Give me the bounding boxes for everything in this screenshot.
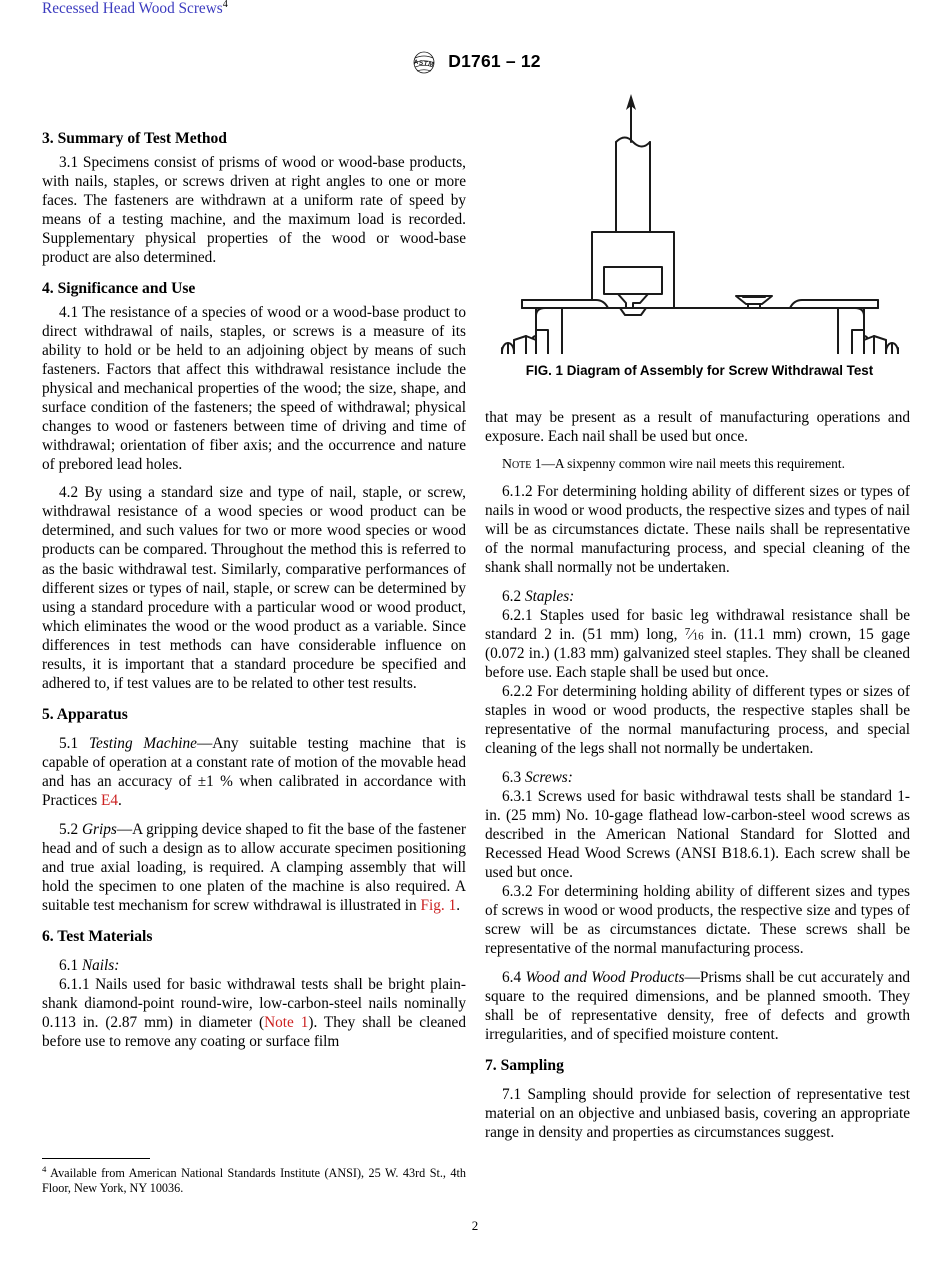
paragraph-5-2-number: 5.2: [59, 820, 79, 838]
paragraph-5-2: [42, 820, 466, 915]
heading-section-3: 3. Summary of Test Method: [42, 130, 227, 147]
paragraph-6-2-runin-title: Staples:: [524, 587, 575, 605]
heading-section-5: 5. Apparatus: [42, 705, 128, 723]
fraction-numerator: 7: [684, 626, 691, 639]
paragraph-6-1: [42, 956, 466, 975]
paragraph-6-3-runin-title: Screws:: [524, 768, 573, 786]
paragraph-5-1-text-b: .: [118, 792, 122, 810]
figure-1-link-text: Fig. 1: [420, 896, 457, 914]
paragraph-6-1-number: 6.1: [59, 956, 79, 974]
paragraph-6-4-runin-title: Wood and Wood Products: [525, 968, 685, 986]
heading-section-4: 4. Significance and Use: [42, 279, 196, 297]
paragraph-5-2-text-a: —A gripping device shaped to fit the base of the fastener head and of such a design as to allow accurate specimen positioning and true axial loading, is required. A clamping assembly that will hold the specimen to one platen of the machine is also required. A suitable test mechanism for screw withdrawal is illustrated in: [42, 820, 466, 914]
paragraph-6-1-1-text-a: 6.1.1 Nails used for basic withdrawal tests shall be bright plain-shank diamond-point round-wire, low-carbon-steel nails nominally 0.113 in. (2.87 mm) in diameter (: [42, 975, 466, 1031]
astm-logo-icon: [409, 51, 439, 74]
paragraph-6-1-1-continued: that may be present as a result of manufacturing operations and exposure. Each nail shall be used but once.: [485, 409, 910, 446]
page-number: 2: [471, 1218, 479, 1233]
paragraph-6-3-number: 6.3: [502, 768, 522, 786]
recessed-head-wood-screws-link-text: Recessed Head Wood Screws: [42, 0, 223, 17]
paragraph-6-3: [485, 768, 910, 787]
paragraph-6-2-1-text-a: 6.2.1 Staples used for basic leg withdrawal resistance shall be standard 2 in. (51 mm) long,: [485, 606, 910, 643]
paragraph-6-3-1: 6.3.1 Screws used for basic withdrawal tests shall be standard 1-in. (25 mm) No. 10-gage flathead low-carbon-steel wood screws as described in the American National Standard for Slotted and Recessed Head Wood Screws (ANSI B18.6.1). Each screw shall be used but once.: [485, 787, 910, 882]
footnote-zone: [42, 1158, 466, 1197]
left-column: [42, 130, 466, 1051]
running-head: [0, 50, 950, 78]
standard-designation: D1761 – 12: [448, 51, 541, 71]
paragraph-6-4: [485, 968, 910, 1044]
svg-text:M: M: [427, 60, 435, 69]
paragraph-5-1-number: 5.1: [59, 734, 79, 752]
figure-1-caption: FIG. 1 Diagram of Assembly for Screw Withdrawal Test: [525, 363, 874, 378]
paragraph-6-2-1-text-b: in. (11.1 mm) crown, 15 gage (0.072 in.) (1.83 mm) galvanized steel staples. They shall be cleaned before use. Each staple shall be used but once.: [485, 625, 910, 682]
paragraph-6-4-number: 6.4: [502, 968, 522, 986]
paragraph-6-3-2: 6.3.2 For determining holding ability of different sizes and types of screws in wood or wood products, the respective size and types of screw will be as circumstances dictate. These screws shall be representative of the normal manufacturing process.: [485, 883, 910, 958]
note-1-link[interactable]: [264, 1014, 308, 1031]
note-1-text: —A sixpenny common wire nail meets this requirement.: [541, 456, 845, 472]
paragraph-5-2-runin-title: Grips: [81, 820, 117, 838]
svg-text:S: S: [418, 59, 424, 67]
paragraph-7-1: 7.1 Sampling should provide for selection of representative test material on an objective and unbiased basis, covering an appropriate range in density and properties as circumstances suggest.: [485, 1086, 910, 1142]
paragraph-6-1-runin-title: Nails:: [81, 956, 120, 974]
paragraph-3-1: 3.1 Specimens consist of prisms of wood or wood-base products, with nails, staples, or screws driven at right angles to one or more faces. The fasteners are withdrawn at a uniform rate of speed by means of a testing machine, and the maximum load is recorded. Supplementary physical properties of the wood or wood-base product are also determined.: [42, 153, 466, 266]
footnote-4-marker: 4: [42, 1163, 47, 1174]
paragraph-6-2-2: 6.2.2 For determining holding ability of different types or sizes of staples in wood or wood products, the respective staples shall be representative of the normal manufacturing process, and special cleaning of the legs shall not normally be undertaken.: [485, 683, 910, 758]
note-1: [502, 455, 910, 473]
note-1-number: 1: [531, 456, 542, 472]
figure-1-link[interactable]: [421, 897, 457, 914]
practice-e4-link[interactable]: [101, 792, 118, 809]
paragraph-5-1: [42, 734, 466, 810]
paragraph-6-4-text: —Prisms shall be cut accurately and square to the required dimensions, and be planned smooth. They shall be of representative density, free of defects and growth irregularities, and of specified moisture content.: [485, 968, 911, 1043]
paragraph-4-1: 4.1 The resistance of a species of wood or a wood-base product to direct withdrawal of nails, staples, or screws is a measure of its ability to hold or be held to an adjoining object by means of such fasteners. Factors that affect this withdrawal resistance include the physical and mechanical properties of the wood; the size, shape, and surface condition of the fasteners; the speed of withdrawal; physical changes to wood or fasteners between time of driving and time of withdrawal; orientation of fiber axis; and the occurrence and nature of prebored lead holes.: [42, 303, 466, 473]
screw-withdrawal-assembly-diagram: [500, 92, 900, 354]
note-1-label: Note: [502, 456, 532, 472]
right-column: [485, 408, 910, 1142]
recessed-head-wood-screws-link[interactable]: [42, 0, 223, 17]
note-1-link-text: Note 1: [264, 1014, 309, 1031]
paragraph-5-1-runin-title: Testing Machine: [88, 734, 197, 752]
svg-text:A: A: [413, 58, 420, 67]
paragraph-6-1-1-text-b: ). They shall be cleaned before use to remove any coating or surface film: [42, 1014, 466, 1051]
paragraph-4-2: 4.2 By using a standard size and type of nail, staple, or screw, withdrawal resistance of a wood species or wood product can be determined, and such values for two or more wood species or wood products can be compared. Throughout the method this is referred to as the basic withdrawal test. Similarly, comparative performances of different sizes or types of nail, staple, or screw can be determined by using a standard procedure with a particular wood or wood product, which eliminates the wood or the wood product as a variable. Since differences in test methods can have considerable influence on results, it is important that a standard procedure be specified and adhered to, if test values are to be related to other test results.: [42, 484, 466, 692]
heading-section-7: 7. Sampling: [485, 1056, 564, 1074]
svg-text:T: T: [423, 60, 429, 68]
paragraph-6-1-2: 6.1.2 For determining holding ability of different sizes or types of nails in wood or wood products, the respective sizes and types of nail will be as circumstances dictate. These nails shall be representative of the normal manufacturing process, and special cleaning of the shank shall normally not be undertaken.: [485, 483, 910, 577]
paragraph-5-1-text-a: —Any suitable testing machine that is capable of operation at a constant rate of motion of the movable head and has an accuracy of ±1 % when calibrated in accordance with Practices: [42, 734, 466, 810]
practice-e4-link-text: E4: [101, 792, 119, 810]
paragraph-6-2-1: [485, 606, 910, 682]
footnote-4: [42, 1163, 466, 1197]
paragraph-6-2: [485, 587, 910, 606]
footnote-4-text: Available from American National Standards Institute (ANSI), 25 W. 43rd St., 4th Floor, New York, NY 10036.: [42, 1166, 466, 1196]
title-footnote-marker: 4: [222, 0, 228, 10]
footnote-separator-rule: [42, 1158, 150, 1159]
paragraph-6-2-number: 6.2: [502, 587, 522, 605]
recessed-head-wood-screws-link-wrapper: [42, 0, 950, 18]
paragraph-6-1-1: [42, 975, 466, 1051]
fraction-denominator: 16: [692, 630, 704, 643]
fraction-seven-sixteenths: $^7⁄_{16}$: [684, 626, 704, 643]
figure-1: [487, 92, 912, 378]
heading-section-6: 6. Test Materials: [42, 927, 153, 945]
paragraph-5-2-text-b: .: [456, 896, 461, 914]
